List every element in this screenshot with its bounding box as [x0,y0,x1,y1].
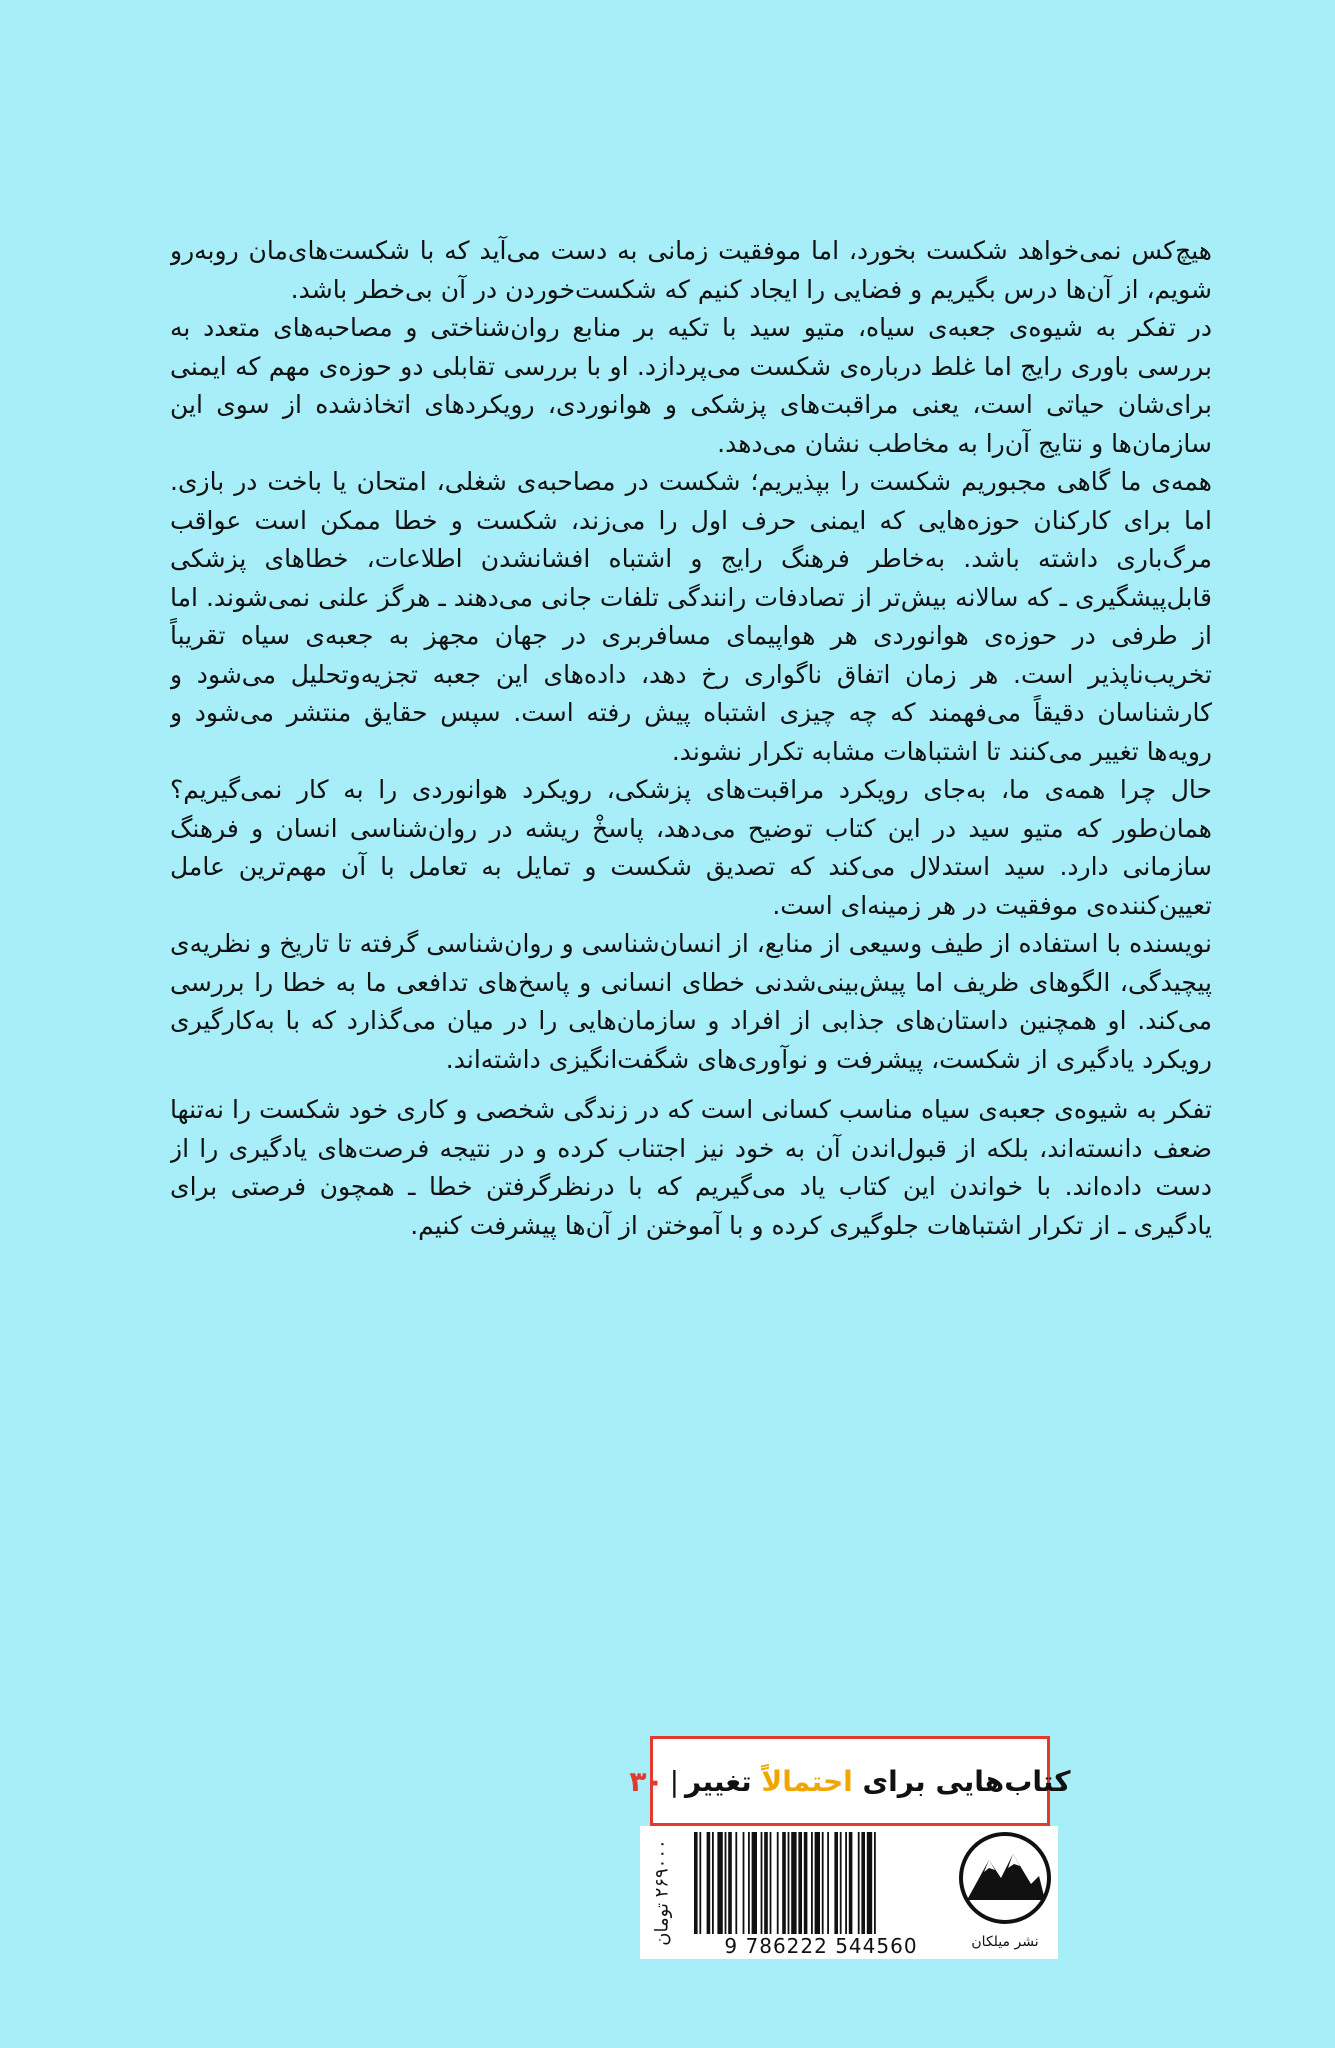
paragraph-6: تفکر به شیوه‌ی جعبه‌ی سیاه مناسب کسانی است که در زندگی شخصی و کاری خود شکست را نه‌تنها ضعف دانسته‌اند، بلکه از قبول‌اندن آن به خود نیز اجتناب کرده و در نتیجه فرصت‌های یادگیری را از دست داده‌اند. با خواندن این کتاب یاد می‌گیریم که با درنظرگرفتن خطا ـ همچون فرصتی برای یادگیری ـ از تکرار اشتباهات جلوگیری کرده و با آموختن از آن‌ها پیشرفت کنیم. [170,1095,1212,1240]
back-cover-text [170,232,1212,1672]
paragraph-4: حال چرا همه‌ی ما، به‌جای رویکرد مراقبت‌های پزشکی، رویکرد هوانوردی را به کار نمی‌گیریم؟ همان‌طور که متیو سید در این کتاب توضیح می‌دهد، پاسخْ ریشه در روان‌شناسی انسان و فرهنگ سازمانی دارد. سید استدلال می‌کند که تصدیق شکست و تمایل به تعامل با آن مهم‌ترین عامل تعیین‌کننده‌ی موفقیت در هر زمینه‌ای است. [170,775,1212,920]
mountains-logo-icon [959,1832,1051,1928]
series-suffix: تغییر [685,1764,752,1798]
barcode-icon [690,1832,952,1958]
series-accent: احتمالاً [761,1764,853,1798]
paragraph-3: همه‌ی ما گاهی مجبوریم شکست را بپذیریم؛ شکست در مصاحبه‌ی شغلی، امتحان یا باخت در بازی. اما برای کارکنان حوزه‌هایی که ایمنی حرف اول را می‌زند، شکست و خطا ممکن است عواقب مرگ‌باری داشته باشد. به‌خاطر فرهنگ رایج و اشتباه افشانشدن اطلاعات، خطاهای پزشکی قابل‌پیشگیری ـ که سالانه بیش‌تر از تصادفات رانندگی تلفات جانی می‌دهند ـ هرگز علنی نمی‌شوند. اما از طرفی در حوزه‌ی هوانوردی هر هواپیمای مسافربری در جهان مجهز به جعبه‌ی سیاه تقریباً تخریب‌ناپذیر است. هر زمان اتفاق ناگواری رخ دهد، داده‌های این جعبه تجزیه‌وتحلیل می‌شود و کارشناسان دقیقاً می‌فهمند که چه چیزی اشتباه پیش رفته است. سپس حقایق منتشر می‌شود و رویه‌ها تغییر می‌کنند تا اشتباهات مشابه تکرار نشوند. [170,467,1212,766]
series-label [629,1736,1071,1826]
price-label [640,1826,684,1959]
paragraph-5: نویسنده با استفاده از طیف وسیعی از منابع، از انسان‌شناسی و روان‌شناسی گرفته تا تاریخ و نظریه‌ی پیچیدگی، الگوهای ظریف اما پیش‌بینی‌شدنی خطای انسانی و پاسخ‌های تدافعی ما به خطا را بررسی می‌کند. او همچنین داستان‌های جذابی از افراد و سازمان‌هایی را در میان می‌گذارد که با به‌کارگیری رویکرد یادگیری از شکست، پیشرفت و نوآوری‌های شگفت‌انگیزی داشته‌اند. [170,929,1212,1074]
publisher-name: نشر میلکان [971,1934,1039,1950]
series-separator: | [669,1764,680,1798]
publisher-logo [956,1832,1054,1956]
paragraph-2: در تفکر به شیوه‌ی جعبه‌ی سیاه، متیو سید با تکیه بر منابع روان‌شناختی و مصاحبه‌های متعدد به بررسی باوری رایج اما غلط درباره‌ی شکست می‌پردازد. او با بررسی تقابلی دو حوزه‌ی مهم که ایمنی برای‌شان حیاتی است، یعنی مراقبت‌های پزشکی و هوانوردی، رویکردهای اتخاذشده از سوی این سازمان‌ها و نتایج آن‌را به مخاطب نشان می‌دهد. [170,313,1212,458]
isbn-number: 9 786222 544560 [690,1934,952,1958]
paragraph-1: هیچ‌کس نمی‌خواهد شکست بخورد، اما موفقیت زمانی به دست می‌آید که با شکست‌های‌مان روبه‌رو شویم، از آن‌ها درس بگیریم و فضایی را ایجاد کنیم که شکست‌خوردن در آن بی‌خطر باشد. [170,236,1212,304]
series-number: ۳۰ [629,1764,664,1798]
price-text: ۲۶۹۰۰۰ تومان [651,1839,673,1946]
barcode-area [640,1826,1058,1959]
series-prefix: کتاب‌هایی برای [862,1764,1071,1798]
